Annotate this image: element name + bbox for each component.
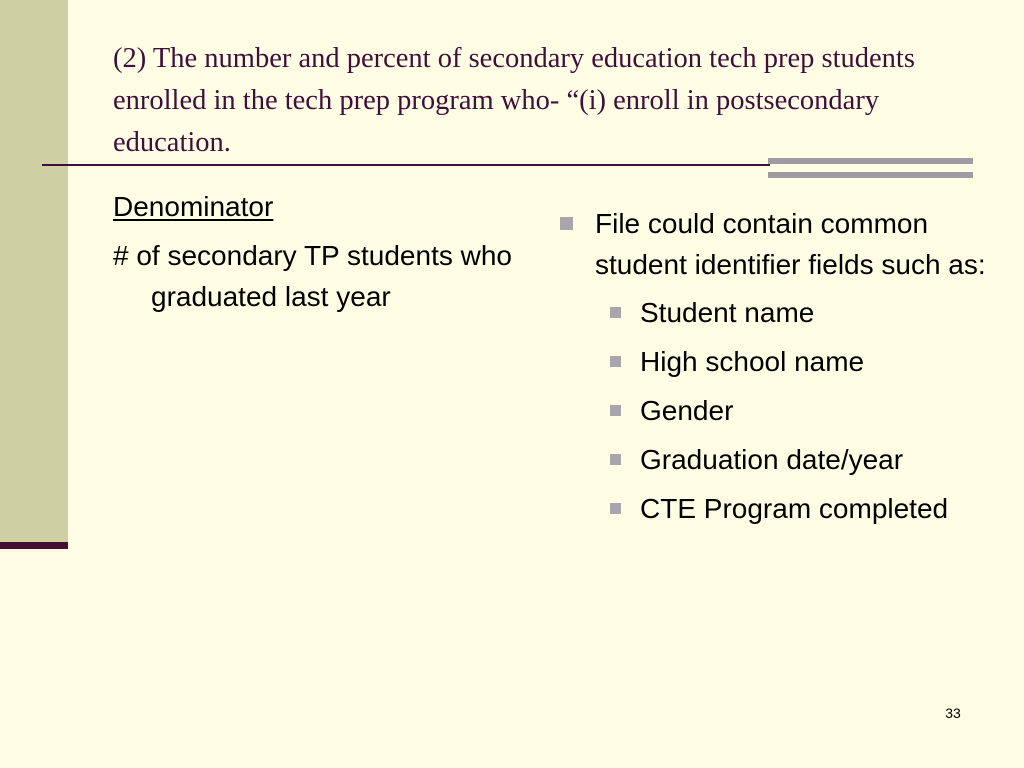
square-bullet-icon [610,356,621,367]
sub-bullet-item [558,488,988,529]
title-divider [42,164,770,166]
sub-bullet-item [558,292,988,333]
sidebar-accent-bar [0,542,68,549]
sub-bullet-item [558,439,988,480]
sub-bullet-item [558,341,988,382]
sub-bullet-text: Graduation date/year [640,444,904,475]
title-divider-accent [768,158,973,178]
square-bullet-icon [610,307,621,318]
square-bullet-icon [610,503,621,514]
sub-bullet-item [558,390,988,431]
sub-bullet-text: High school name [640,346,865,377]
square-bullet-icon [610,405,621,416]
sub-bullet-list [558,292,988,529]
sub-bullet-text: Student name [640,297,815,328]
divider-accent-bar-top [768,158,973,164]
slide-title: (2) The number and percent of secondary education tech prep students enrolled in the tech prep program who- “(i) enroll in postsecondary education. [113,43,915,158]
square-bullet-icon [610,454,621,465]
sub-bullet-text: Gender [640,395,734,426]
left-column [113,186,533,317]
denominator-heading: Denominator [113,191,274,222]
right-column [558,203,988,537]
divider-accent-bar-bottom [768,172,973,178]
slide-number: 33 [945,705,961,721]
bullet-text: File could contain common student identifier fields such as: [595,208,986,280]
denominator-text: # of secondary TP students who graduated last year [113,240,512,312]
bullet-item [558,203,988,285]
sub-bullet-text: CTE Program completed [640,493,949,524]
sidebar-band [0,0,68,544]
square-bullet-icon [560,217,573,230]
